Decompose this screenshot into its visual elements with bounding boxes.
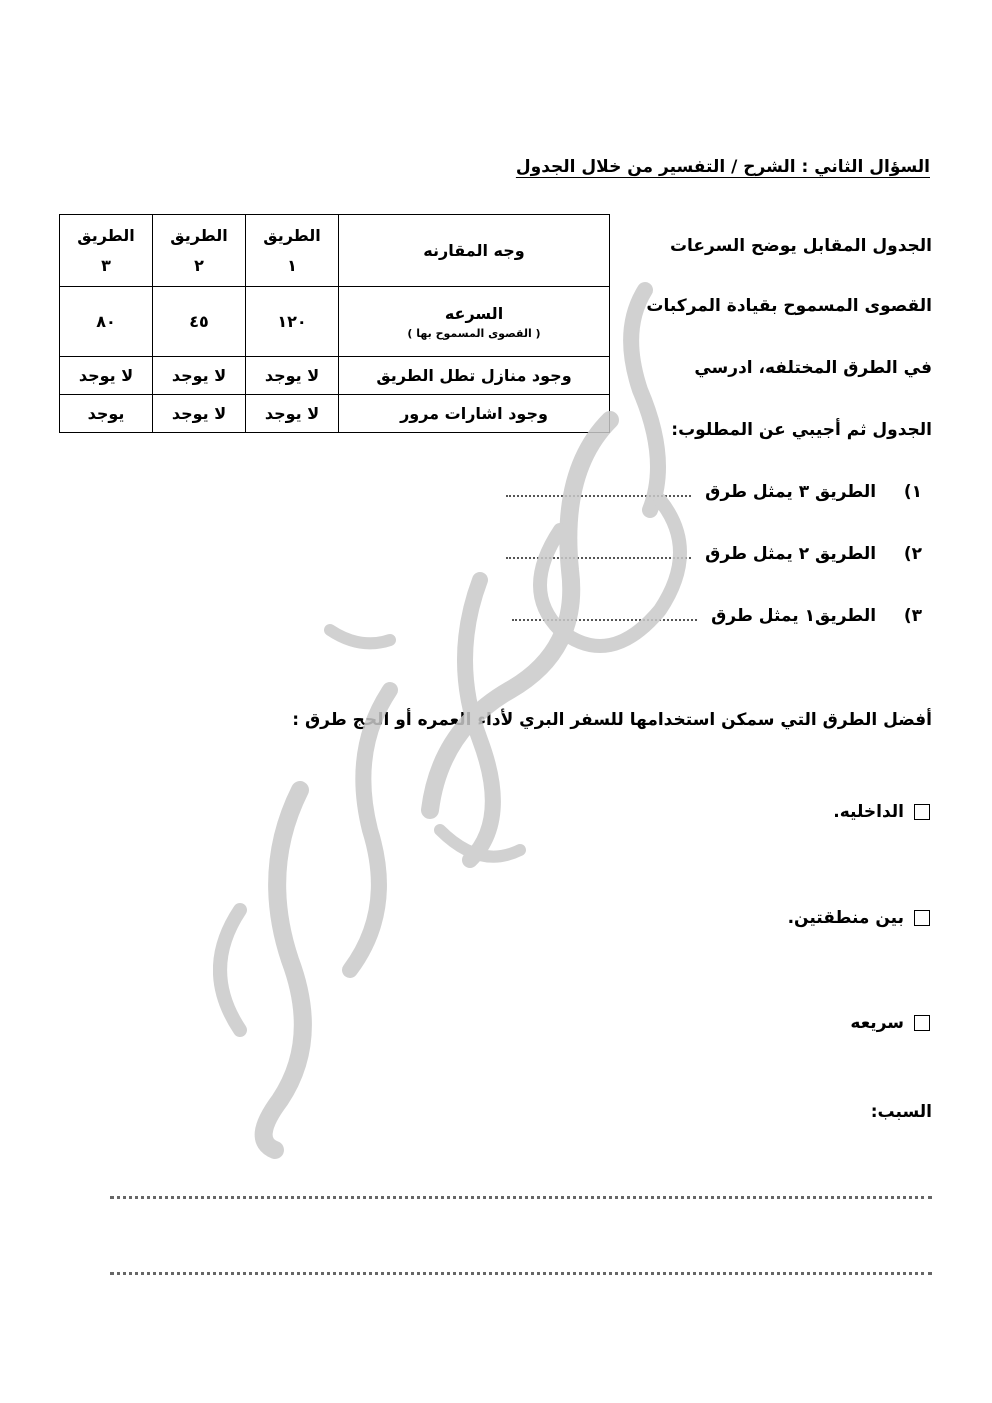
option-between-regions-label: بين منطقتين. [787,908,904,928]
checkbox-icon[interactable] [914,910,930,926]
road-1-houses: لا يوجد [246,357,339,395]
road-2-num: ٢ [194,255,204,275]
road-3-speed: ٨٠ [60,287,153,357]
best-road-question: أفضل الطرق التي سمكن استخدامها للسفر البري لأداء العمره أو الحج طرق : [292,710,932,730]
question-2 [506,543,922,564]
road-2-header [153,215,246,287]
table-row [60,395,610,433]
road-3-header [60,215,153,287]
question-1-text: الطريق ٣ يمثل طرق [705,482,877,502]
road-3-name: الطريق [77,225,135,245]
answer-blank-2[interactable] [506,543,691,559]
road-1-signals: لا يوجد [246,395,339,433]
reason-label: السبب: [870,1102,932,1122]
answer-blank-3[interactable] [512,605,697,621]
road-1-header [246,215,339,287]
comparison-table [59,214,610,433]
road-2-signals: لا يوجد [153,395,246,433]
intro-line-4: الجدول ثم أجيبي عن المطلوب: [671,420,932,440]
checkbox-icon[interactable] [914,1015,930,1031]
option-between-regions[interactable] [788,908,930,928]
road-1-speed: ١٢٠ [246,287,339,357]
option-internal-label: الداخليه. [833,802,904,822]
road-3-houses: لا يوجد [60,357,153,395]
option-fast[interactable] [850,1013,930,1033]
houses-label: وجود منازل تطل الطريق [339,357,610,395]
question-3 [512,605,922,626]
reason-answer-line-1[interactable] [110,1194,932,1199]
signals-label: وجود اشارات مرور [339,395,610,433]
road-2-speed: ٤٥ [153,287,246,357]
speed-note: ( القصوى المسموح بها ) [407,326,541,340]
intro-line-1: الجدول المقابل يوضح السرعات [669,236,932,256]
option-fast-label: سريعه [850,1013,904,1033]
table-row [60,287,610,357]
question-2-number: ٢) [903,544,922,564]
intro-line-2: القصوى المسموح بقيادة المركبات [646,296,932,316]
reason-answer-line-2[interactable] [110,1270,932,1275]
road-3-signals: يوجد [60,395,153,433]
question-1 [506,481,922,502]
intro-line-3: في الطرق المختلفه، ادرسي [694,358,932,378]
speed-label: السرعه [444,303,504,323]
checkbox-icon[interactable] [914,804,930,820]
question-3-number: ٣) [903,606,922,626]
question-2-text: الطريق ٢ يمثل طرق [705,544,877,564]
road-3-num: ٣ [101,255,111,275]
table-row [60,357,610,395]
aspect-header: وجه المقارنه [339,215,610,287]
question-1-number: ١) [903,482,922,502]
answer-blank-1[interactable] [506,481,691,497]
table-header-row [60,215,610,287]
question-title: السؤال الثاني : الشرح / التفسير من خلال الجدول [515,157,930,177]
road-2-houses: لا يوجد [153,357,246,395]
option-internal[interactable] [833,802,930,822]
question-3-text: الطريق١ يمثل طرق [711,606,877,626]
road-2-name: الطريق [170,225,228,245]
road-1-name: الطريق [263,225,321,245]
road-1-num: ١ [287,255,297,275]
speed-cell [339,287,610,357]
